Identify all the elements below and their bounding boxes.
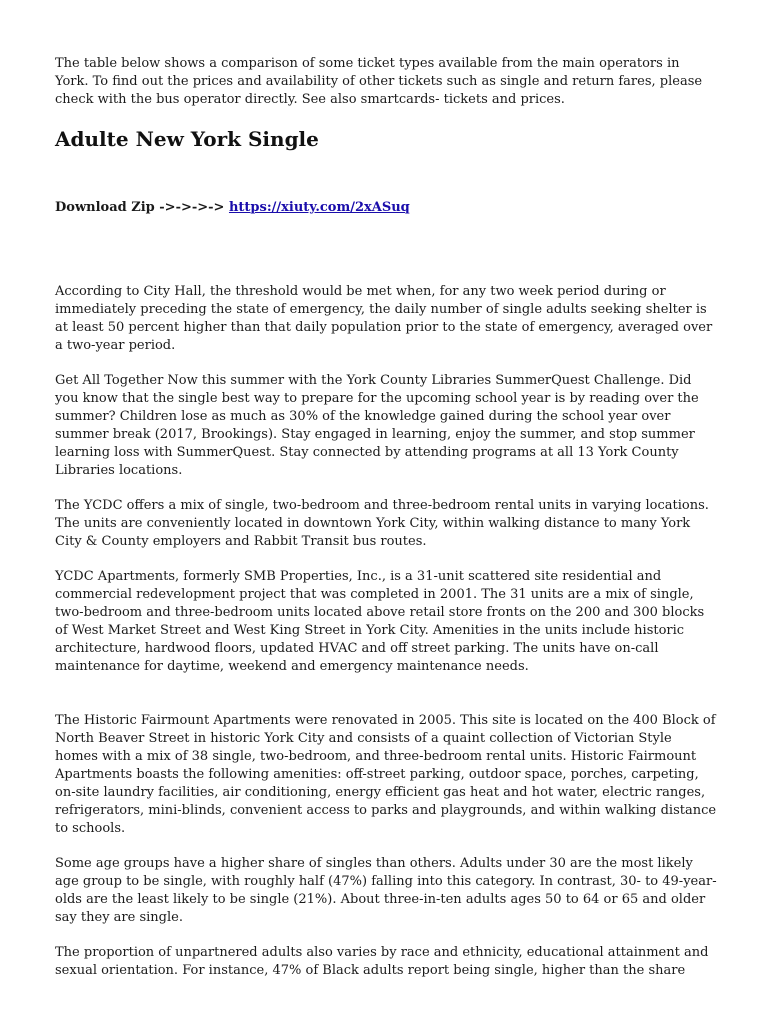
paragraph-fairmount: The Historic Fairmount Apartments were renovated in 2005. This site is located on the 400 Block of North Beaver Street in historic York City and consists of a quaint collection of Victorian Style homes with a mix of 38 single, two-bedroom, and three-bedroom rental units. Historic Fairmount Apartments boasts the following amenities: off-street parking, outdoor space, porches, carpeting, on-site laundry facilities, air conditioning, energy efficient gas heat and hot water, electric ranges, refrigerators, mini-blinds, convenient access to parks and playgrounds, and within walking distance to schools.: [55, 713, 717, 836]
paragraph-ycdc-offers: The YCDC offers a mix of single, two-bedroom and three-bedroom rental units in varying locations. The units are conveniently located in downtown York City, within walking distance to many York City & County employers and Rabbit Transit bus routes.: [55, 498, 709, 549]
document-page: [55, 55, 717, 980]
intro-paragraph: The table below shows a comparison of some ticket types available from the main operators in York. To find out the prices and availability of other tickets such as single and return fares, please check with the bus operator directly. See also smartcards- tickets and prices.: [55, 56, 703, 107]
download-line: [55, 199, 717, 217]
paragraph-ycdc-apartments: YCDC Apartments, formerly SMB Properties, Inc., is a 31-unit scattered site residential and commercial redevelopment project that was completed in 2001. The 31 units are a mix of single, two-bedroom and three-bedroom units located above retail store fronts on the 200 and 300 blocks of West Market Street and West King Street in York City. Amenities in the units include historic architecture, hardwood floors, updated HVAC and off street parking. The units have on-call maintenance for daytime, weekend and emergency maintenance needs.: [55, 569, 705, 674]
paragraph-unpartnered: The proportion of unpartnered adults also varies by race and ethnicity, educational attainment and sexual orientation. For instance, 47% of Black adults report being single, higher than the share: [55, 945, 709, 978]
paragraph-age-groups: Some age groups have a higher share of singles than others. Adults under 30 are the most likely age group to be single, with roughly half (47%) falling into this category. In contrast, 30- to 49-year-olds are the least likely to be single (21%). About three-in-ten adults ages 50 to 64 or 65 and older say they are single.: [55, 856, 717, 925]
page-title: Adulte New York Single: [55, 127, 319, 151]
paragraph-city-hall: According to City Hall, the threshold would be met when, for any two week period during or immediately preceding the state of emergency, the daily number of single adults seeking shelter is at least 50 percent higher than that daily population prior to the state of emergency, averaged over a two-year period.: [55, 284, 713, 353]
paragraph-summerquest: Get All Together Now this summer with the York County Libraries SummerQuest Challenge. Did you know that the single best way to prepare for the upcoming school year is by reading over the summer? Children lose as much as 30% of the knowledge gained during the school year over summer break (2017, Brookings). Stay engaged in learning, enjoy the summer, and stop summer learning loss with SummerQuest. Stay connected by attending programs at all 13 York County Libraries locations.: [55, 373, 699, 478]
download-link[interactable]: https://xiuty.com/2xASuq: [228, 200, 410, 215]
download-label: Download Zip ->->->->: [55, 200, 229, 215]
